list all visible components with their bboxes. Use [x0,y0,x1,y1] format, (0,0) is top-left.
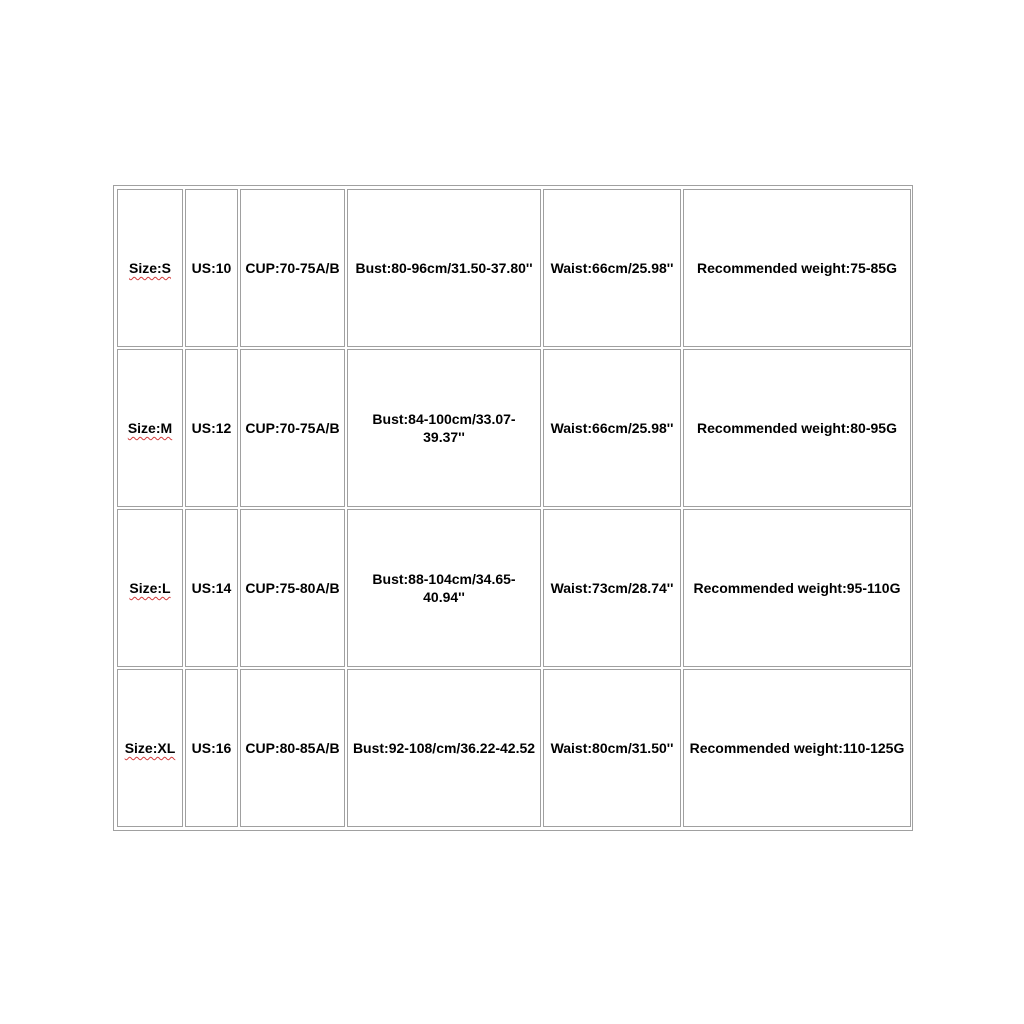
size-row-xl [117,669,911,827]
recommended-weight-cell: Recommended weight:80-95G [683,349,911,507]
recommended-weight-cell: Recommended weight:110-125G [683,669,911,827]
waist-cell: Waist:66cm/25.98'' [543,349,681,507]
size-label: Size:S [128,260,171,276]
waist-cell: Waist:73cm/28.74'' [543,509,681,667]
waist-cell: Waist:66cm/25.98'' [543,189,681,347]
size-chart [113,185,913,831]
cup-cell: CUP:80-85A/B [240,669,345,827]
bust-cell: Bust:84-100cm/33.07-39.37'' [347,349,541,507]
us-size-cell: US:10 [185,189,238,347]
size-label: Size:L [129,580,171,596]
size-row-l [117,509,911,667]
size-cell [117,669,183,827]
size-row-s [117,189,911,347]
cup-cell: CUP:70-75A/B [240,349,345,507]
size-cell [117,349,183,507]
us-size-cell: US:12 [185,349,238,507]
size-label: Size:XL [124,740,176,756]
size-chart-table [115,187,913,829]
size-row-m [117,349,911,507]
us-size-cell: US:16 [185,669,238,827]
recommended-weight-cell: Recommended weight:95-110G [683,509,911,667]
bust-cell: Bust:80-96cm/31.50-37.80'' [347,189,541,347]
bust-cell: Bust:88-104cm/34.65-40.94'' [347,509,541,667]
us-size-cell: US:14 [185,509,238,667]
size-cell [117,509,183,667]
recommended-weight-cell: Recommended weight:75-85G [683,189,911,347]
cup-cell: CUP:75-80A/B [240,509,345,667]
size-cell [117,189,183,347]
size-label: Size:M [127,420,173,436]
bust-cell: Bust:92-108/cm/36.22-42.52 [347,669,541,827]
cup-cell: CUP:70-75A/B [240,189,345,347]
waist-cell: Waist:80cm/31.50'' [543,669,681,827]
